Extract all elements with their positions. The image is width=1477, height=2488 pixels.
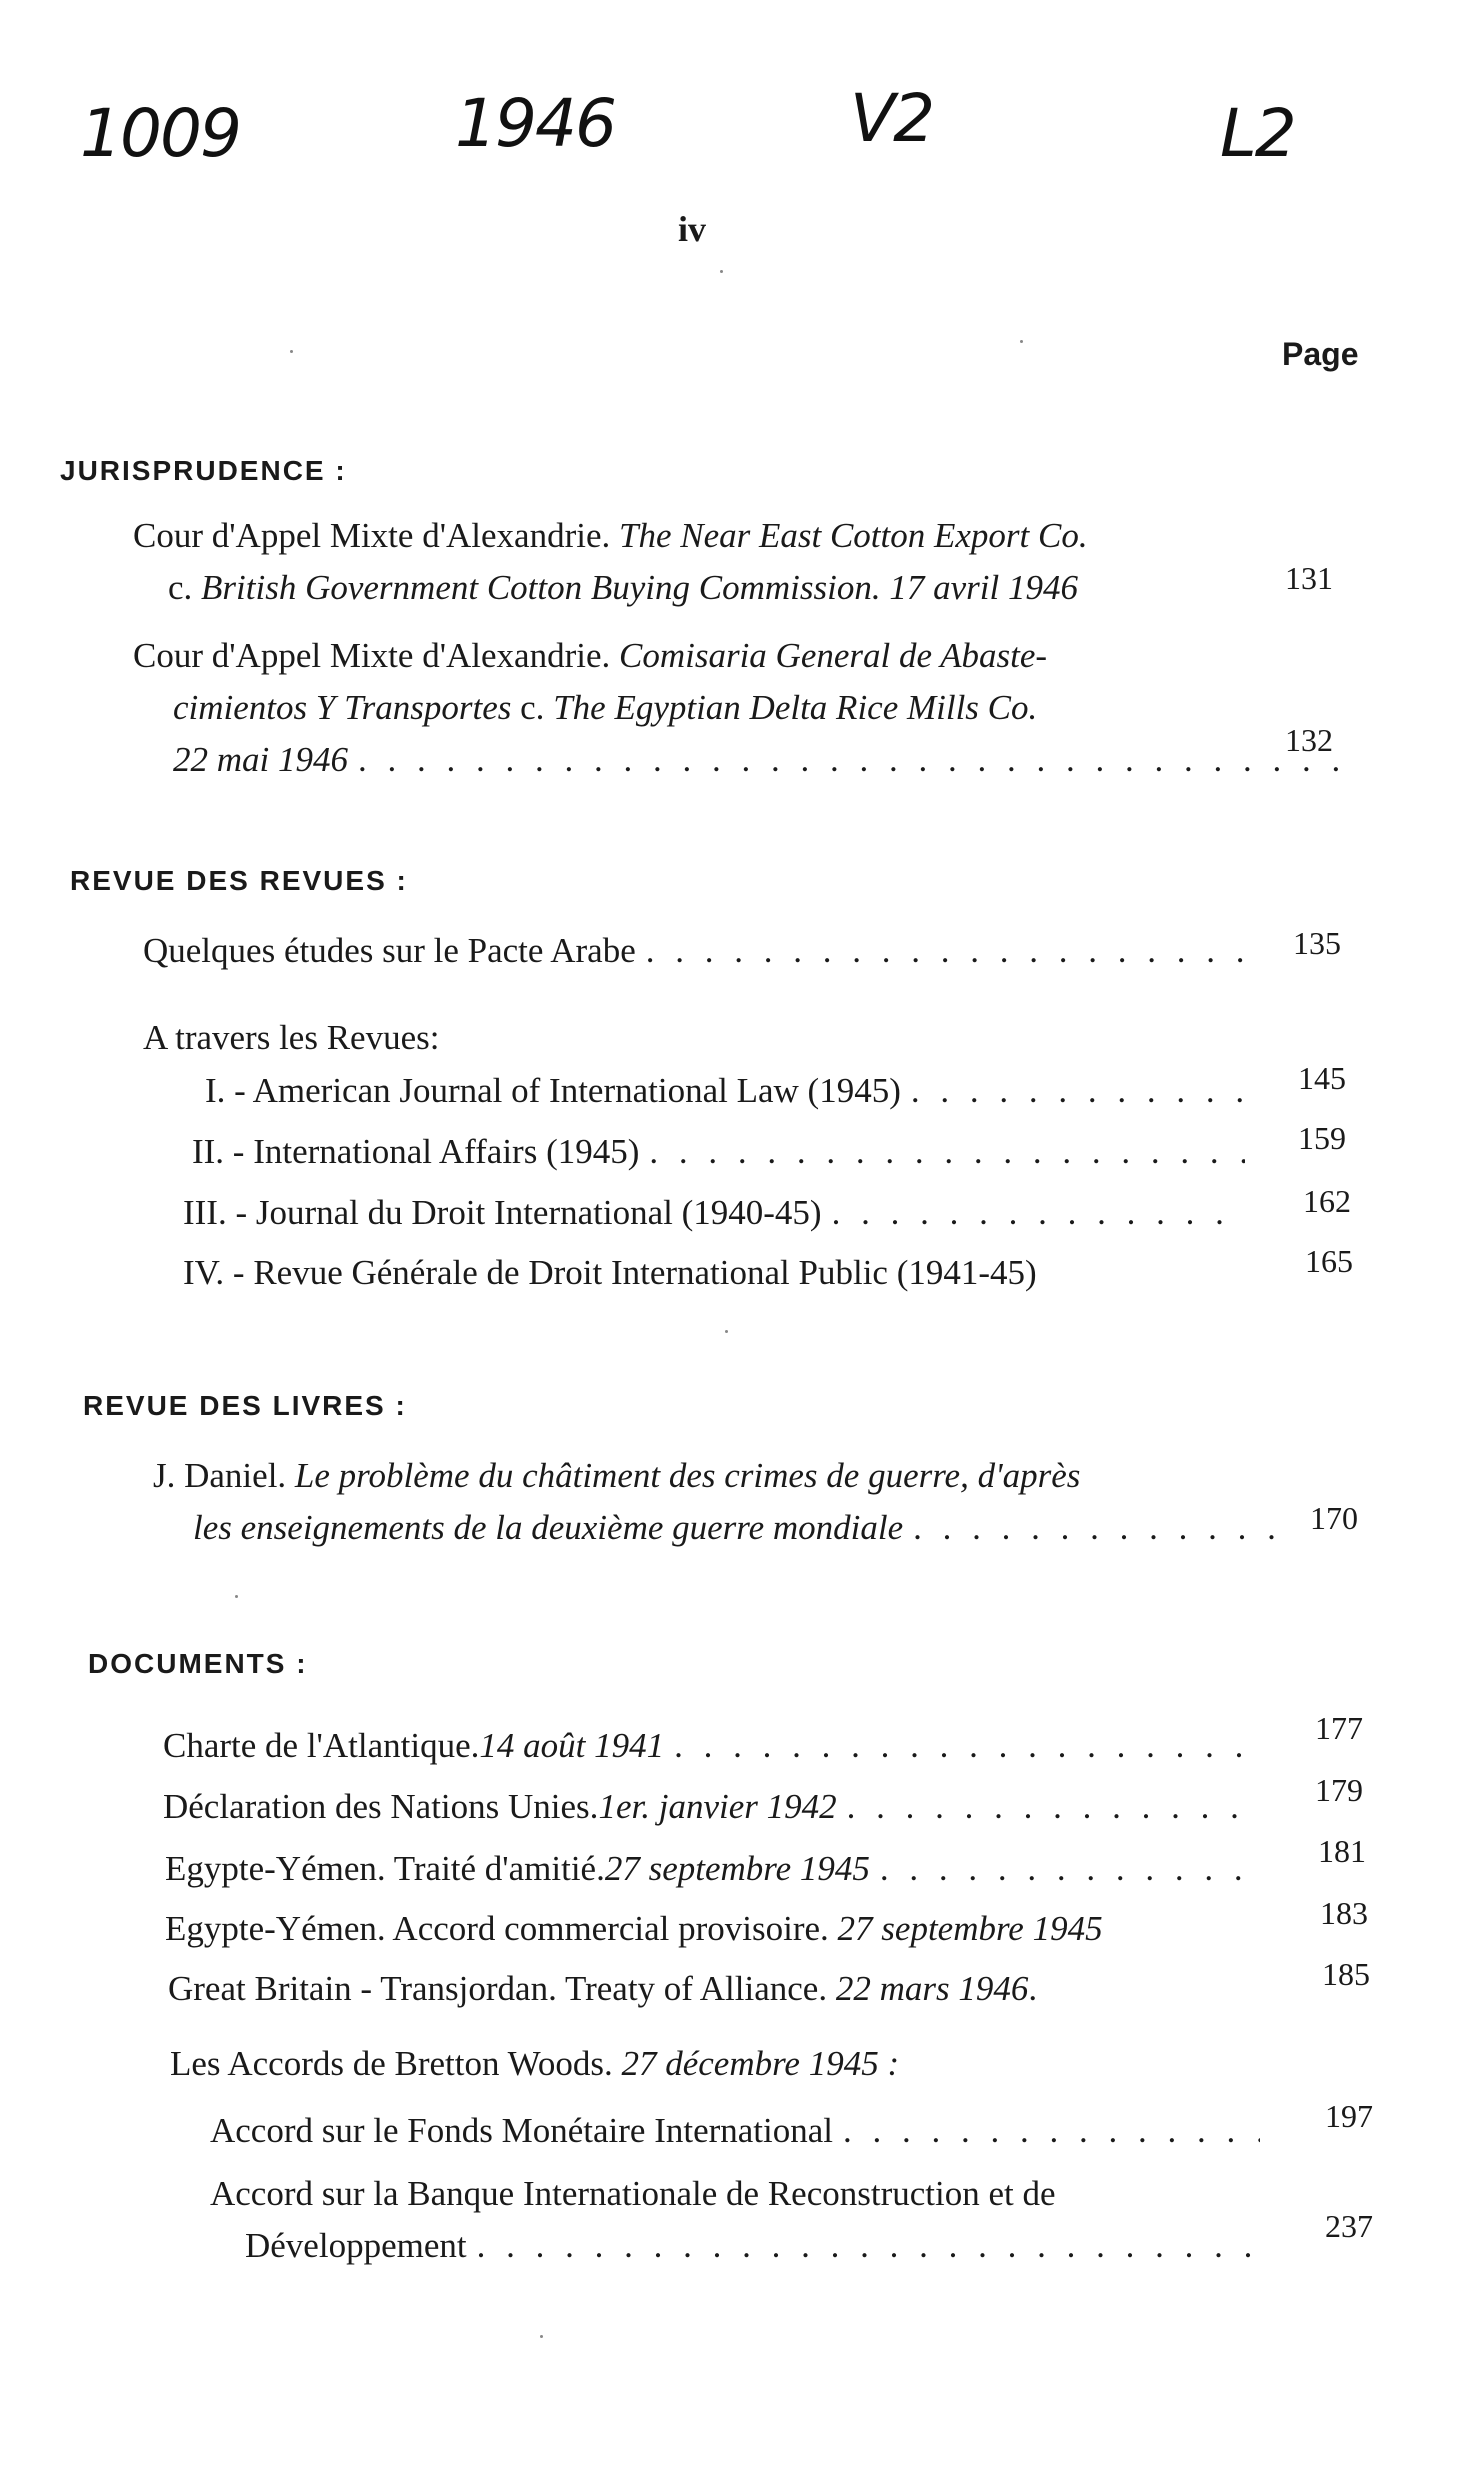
scan-speck	[540, 2335, 543, 2338]
page-ref: 165	[1305, 1243, 1353, 1279]
entry-text: Développement	[245, 2226, 467, 2265]
entry-date: 27 décembre 1945 :	[621, 2044, 900, 2083]
section-title-revue-des-revues: REVUE DES REVUES :	[70, 865, 408, 896]
entry-period: .	[1028, 1969, 1038, 2008]
toc-entry	[153, 1450, 1253, 1554]
page-ref: 179	[1315, 1772, 1363, 1808]
entry-text: Accord sur la Banque Internationale de Reconstruction et de	[210, 2174, 1056, 2213]
entry-title-italic: The Near East Cotton Export Co.	[618, 516, 1088, 555]
page-ref: 237	[1325, 2208, 1373, 2244]
entry-text: Egypte-Yémen. Traité d'amitié.	[165, 1849, 605, 1888]
toc-entry	[133, 630, 1253, 786]
entry-text: Great Britain - Transjordan. Treaty of Alliance.	[168, 1969, 836, 2008]
page-ref: 183	[1320, 1895, 1368, 1931]
page-ref: 159	[1298, 1120, 1346, 1156]
toc-entry	[133, 510, 1253, 614]
toc-entry	[165, 1843, 1253, 1895]
entry-date: 22 mars 1946	[835, 1969, 1029, 2008]
toc-entry	[168, 1963, 1037, 2015]
dot-leader	[822, 1187, 1245, 1239]
entry-text: Déclaration des Nations Unies.	[163, 1787, 599, 1826]
section-title-jurisprudence: JURISPRUDENCE :	[60, 455, 347, 486]
toc-entry	[163, 1781, 1253, 1833]
entry-text: Cour d'Appel Mixte d'Alexandrie.	[133, 636, 619, 675]
toc-subheading: A travers les Revues:	[143, 1018, 440, 1057]
dot-leader	[467, 2220, 1262, 2272]
entry-text: Quelques études sur le Pacte Arabe	[143, 931, 636, 970]
scan-speck	[1020, 340, 1023, 343]
dot-leader	[870, 1843, 1253, 1895]
page-number: iv	[678, 209, 707, 249]
page-ref: 162	[1303, 1183, 1351, 1219]
section-title-documents: DOCUMENTS :	[88, 1648, 308, 1679]
page-ref: 181	[1318, 1833, 1366, 1869]
entry-text: I. - American Journal of International Law (1945)	[205, 1071, 901, 1110]
entry-text: Egypte-Yémen. Accord commercial provisoire.	[165, 1909, 838, 1948]
page-ref: 145	[1298, 1060, 1346, 1096]
entry-date: 27 septembre 1945	[837, 1909, 1103, 1948]
page-column-header: Page	[1282, 336, 1359, 372]
entry-title-italic: The Egyptian Delta Rice Mills Co.	[553, 688, 1038, 727]
entry-text: c.	[511, 688, 554, 727]
handwritten-volume: V2	[850, 80, 934, 157]
toc-entry	[210, 2105, 1260, 2157]
entry-text: Cour d'Appel Mixte d'Alexandrie.	[133, 516, 619, 555]
toc-entry	[165, 1903, 1103, 1955]
toc-subheading	[170, 2038, 899, 2090]
entry-title-italic: cimientos Y Transportes	[173, 688, 512, 727]
entry-title-italic: British Government Cotton Buying Commission. 17 avril 1946	[201, 568, 1078, 607]
entry-text: Charte de l'Atlantique.	[163, 1726, 480, 1765]
entry-text: c.	[168, 568, 202, 607]
entry-date: 22 mai 1946	[173, 740, 348, 779]
entry-date: 1er. janvier 1942	[598, 1787, 837, 1826]
entry-date: 27 septembre 1945	[604, 1849, 870, 1888]
dot-leader	[639, 1126, 1245, 1178]
handwritten-issue: L2	[1220, 95, 1295, 172]
entry-title-italic: les enseignements de la deuxième guerre mondiale	[193, 1508, 904, 1547]
toc-entry	[192, 1126, 1245, 1178]
toc-entry	[205, 1065, 1245, 1117]
handwritten-call-number: 1009	[80, 95, 240, 172]
entry-title-italic: Comisaria General de Abaste-	[618, 636, 1048, 675]
dot-leader	[664, 1720, 1253, 1772]
page-ref: 185	[1322, 1956, 1370, 1992]
entry-text: III. - Journal du Droit International (1940-45)	[183, 1193, 822, 1232]
section-title-revue-des-livres: REVUE DES LIVRES :	[83, 1390, 407, 1421]
toc-entry	[210, 2168, 1262, 2272]
entry-date: 14 août 1941	[479, 1726, 665, 1765]
scan-speck	[725, 1330, 728, 1333]
dot-leader	[901, 1065, 1245, 1117]
toc-entry	[143, 925, 1243, 977]
dot-leader	[903, 1502, 1283, 1554]
dot-leader	[636, 925, 1243, 977]
entry-title-italic: Le problème du châtiment des crimes de guerre, d'après	[294, 1456, 1081, 1495]
page-ref: 197	[1325, 2098, 1373, 2134]
entry-text: II. - International Affairs (1945)	[192, 1132, 640, 1171]
entry-text: Les Accords de Bretton Woods.	[170, 2044, 622, 2083]
dot-leader	[348, 734, 1348, 786]
handwritten-year: 1946	[455, 85, 615, 162]
page-ref: 135	[1293, 925, 1341, 961]
toc-entry	[183, 1187, 1245, 1239]
entry-text: J. Daniel.	[153, 1456, 295, 1495]
page-ref: 132	[1285, 722, 1333, 758]
toc-entry	[163, 1720, 1253, 1772]
dot-leader	[833, 2105, 1260, 2157]
entry-text: IV. - Revue Générale de Droit International Public (1941-45)	[183, 1253, 1037, 1292]
dot-leader	[837, 1781, 1253, 1833]
page-ref: 131	[1285, 560, 1333, 596]
entry-text: Accord sur le Fonds Monétaire International	[210, 2111, 834, 2150]
toc-entry	[183, 1247, 1037, 1299]
scan-speck	[720, 270, 723, 273]
page-ref: 170	[1310, 1500, 1358, 1536]
scan-speck	[235, 1595, 238, 1598]
scan-speck	[290, 350, 293, 353]
page-ref: 177	[1315, 1710, 1363, 1746]
